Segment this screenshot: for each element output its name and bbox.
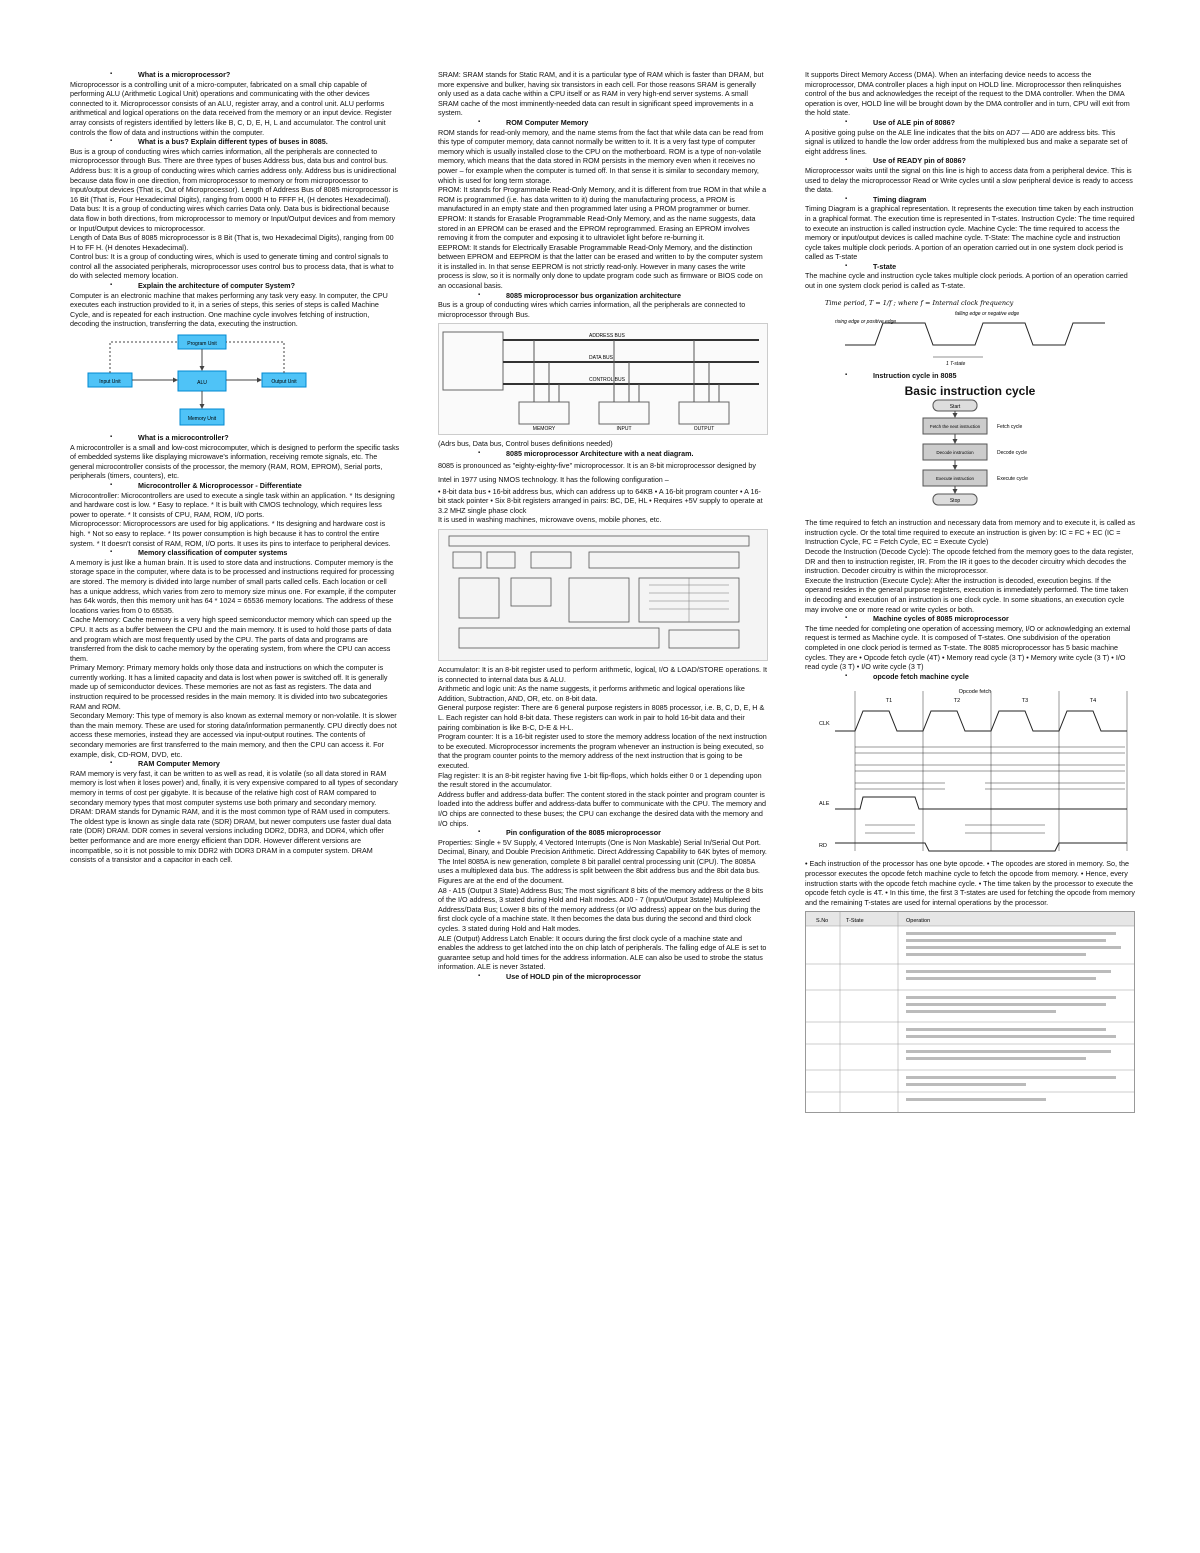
heading-pin-configuration: ▪ Pin configuration of the 8085 microprocessor bbox=[438, 828, 768, 838]
opcode-fetch-timing-diagram bbox=[805, 685, 1135, 855]
one-t-state-label: 1 T-state bbox=[946, 360, 966, 367]
paragraph: SRAM: SRAM stands for Static RAM, and it is a particular type of RAM which is faster than DRAM, but more expensive and bulker, having six transistors in each cell. For those reasons SRAM is generally only used as a data cache within a CPU itself or as RAM in very high-end server systems. A small SRAM cache of the most imminently-needed data can result in significant speed improvements in a system. bbox=[438, 70, 764, 118]
paragraph: • 8-bit data bus • 16-bit address bus, which can address up to 64KB • A 16-bit program counter • A 16-bit stack pointer • Six 8-bit registers arranged in pairs: BC, DE, HL • Requires +5V supply to operate at 3.2 MHZ single phase clock bbox=[438, 486, 763, 515]
heading-differentiate: ▪ Microcontroller & Microprocessor - Differentiate bbox=[70, 481, 400, 491]
table-header-operation: Operation bbox=[906, 918, 931, 925]
table-svg bbox=[806, 912, 1134, 1112]
output-unit-label: Output Unit bbox=[271, 379, 297, 386]
alu-label: ALU bbox=[197, 380, 207, 387]
paragraph: Address bus: It is a group of conducting wires which carries address only. Address bus is unidirectional because data flow in one direction, from microprocessor to memory or from microprocessor to Input/output devices (That is, Out of Microprocessor). Length of Address Bus of 8085 microprocessor is 16 Bit (That is, Four Hexadecimal Digits), ranging from 0000 H to FFFF H, (H denotes Hexadecimal). bbox=[70, 165, 398, 204]
paragraph: It supports Direct Memory Access (DMA). When an interfacing device needs to access the microprocessor, DMA controller places a high input on HOLD line. Microprocessor then relinquishes control of the bus and acknowledges the receipt of the request to the DMA controller. When the DMA operation is over, HOLD line will be brought down by the DMA controller and in turn, CPU will exit from the hold state. bbox=[805, 70, 1130, 118]
heading-ale-pin: ▪ Use of ALE pin of 8086? bbox=[805, 118, 1135, 128]
fetch-label: Fetch the next instruction bbox=[929, 424, 981, 430]
start-label: Start bbox=[949, 404, 961, 411]
falling-edge-label: falling edge or negative edge bbox=[955, 310, 1020, 317]
paragraph: A positive going pulse on the ALE line indicates that the bits on AD7 — AD0 are address bits. This signal is utilized to handle the low order address from the multiplexed bus and make a separate set of eight address lines. bbox=[805, 127, 1128, 156]
paragraph: Execute the Instruction (Execute Cycle): After the instruction is decoded, execution begins. If the operand resides in the general purpose registers, execution is immediately performed. The time taken in decoding and execution of an instruction is one clock cycle. In some situations, an execution cycle may involve one or more read or write cycles or both. bbox=[805, 575, 1129, 614]
paragraph: ALE (Output) Address Latch Enable: It occurs during the first clock cycle of a machine state and enables the address to get latched into the on chip latch of peripherals. The falling edge of ALE is set to guarantee setup and hold times for the address information. ALE can also be used to strobe the status information. ALE is never 3stated. bbox=[438, 933, 767, 972]
heading-t-state: ▪ T-state bbox=[805, 262, 1135, 272]
t-state-operation-table bbox=[805, 911, 1135, 1113]
paragraph: DRAM: DRAM stands for Dynamic RAM, and it is the most common type of RAM used in computers. The oldest type is known as single data rate (SDR) DRAM, but newer computers use faster dual data rate (DDR) DRAM. DDR comes in several versions including DDR2, DDR3, and DDR4, which offer better performance and are more energy efficient than DDR. However different versions are incompatible, so it is not possible to mix DDR2 with DDR3 DRAM in a computer system. DRAM consists of a transistor and a capacitor in each cell. bbox=[70, 807, 392, 865]
caption: (Adrs bus, Data bus, Control buses definitions needed) bbox=[438, 439, 613, 449]
paragraph: Control bus: It is a group of conducting wires, which is used to generate timing and control signals to control all the associated peripherals, microprocessor uses control bus to process data, that is what to do with selected memory location. bbox=[70, 252, 394, 281]
paragraph: Microprocessor waits until the signal on this line is high to access data from a peripheral device. This is used to delay the microprocessor Read or Write cycles until a slow peripheral device is ready to access the data. bbox=[805, 165, 1133, 195]
memory-label: MEMORY bbox=[532, 426, 556, 433]
8085-architecture-diagram bbox=[438, 529, 768, 661]
paragraph: Bus is a group of conducting wires which carries information, all the peripherals are connected to microprocessor through Bus. bbox=[438, 300, 746, 319]
paragraph: It is used in washing machines, microwave ovens, mobile phones, etc. bbox=[438, 515, 662, 525]
execute-cycle-label: Execute cycle bbox=[997, 476, 1028, 483]
paragraph: RAM memory is very fast, it can be written to as well as read, it is volatile (so all data stored in RAM memory is lost when it loses power) and, finally, it is very expensive compared to all types of secondary memory in terms of cost per gigabyte. It is because of the relative high cost of RAM compared to secondary memory types that most computer systems use both primary and secondary memory. bbox=[70, 768, 398, 807]
paragraph: • Each instruction of the processor has one byte opcode. • The opcodes are stored in memory. So, the processor executes the opcode fetch machine cycle to fetch the opcode from memory. • Hence, every instruction starts with the opcode fetch machine cycle. • The time taken by the processor to execute the opcode fetch cycle is 4T. • In this time, the first 3 T-states are used for fetching the opcode from memory and the remaining T-states are used for internal operations by the processor. bbox=[805, 859, 1135, 907]
input-label: INPUT bbox=[616, 426, 632, 433]
paragraph: Data bus: It is a group of conducting wires which carries Data only. Data bus is bidirectional because data flow in both directions, from microprocessor to memory or Input/Output devices and from memory or Input/Output devices to microprocessor. bbox=[70, 204, 396, 233]
paragraph: The time required to fetch an instruction and necessary data from memory and to execute it, is called as instruction cycle. Or the total time required to execute an instruction is given by: IC = FC + EC (IC = Instruction Cycle, FC = Fetch Cycle, EC = Execute Cycle) bbox=[805, 518, 1135, 547]
heading-timing-diagram: ▪ Timing diagram bbox=[805, 195, 1135, 205]
input-unit-label: Input Unit bbox=[99, 379, 121, 386]
heading-ready-pin: ▪ Use of READY pin of 8086? bbox=[805, 156, 1135, 166]
execute-label: Execute instruction bbox=[935, 476, 975, 482]
paragraph: Computer is an electronic machine that makes performing any task very easy. In computer, the CPU executes each instruction provided to it, in a series of steps, this series of steps is called Machine Cycle, and is repeated for each instruction. One machine cycle involves fetching of instruction, decoding the instruction, transferring the data, executing the instruction. bbox=[70, 290, 388, 329]
paragraph: Microcontroller: Microcontrollers are used to execute a single task within an application. * Its designing and hardware cost is low. * Easy to replace. * It is built with CMOS technology, which requires less power to operate. * It consists of CPU, RAM, ROM, I/O ports. bbox=[70, 490, 395, 519]
heading-microcontroller: ▪ What is a microcontroller? bbox=[70, 433, 400, 443]
data-bus-label: DATA BUS bbox=[589, 355, 613, 362]
heading-8085-architecture: ▪ 8085 microprocessor Architecture with a neat diagram. bbox=[438, 449, 768, 459]
instruction-cycle-diagram bbox=[805, 384, 1135, 514]
paragraph: Length of Data Bus of 8085 microprocessor is 8 Bit (That is, two Hexadecimal Digits), ranging from 00 H to FF H. (H denotes Hexadecimal). bbox=[70, 233, 394, 252]
stop-label: Stop bbox=[949, 498, 961, 505]
paragraph: General purpose register: There are 6 general purpose registers in 8085 processor, i.e. B, C, D, E, H & L. Each register can hold 8-bit data. These registers can work in pair to hold 16-bit data and their pairing combination is like B-C, D-E & H-L. bbox=[438, 703, 765, 732]
column-2 bbox=[438, 70, 768, 982]
memory-unit-label: Memory Unit bbox=[187, 416, 217, 423]
heading-architecture: ▪ Explain the architecture of computer System? bbox=[70, 281, 400, 291]
t1-label: T1 bbox=[885, 698, 893, 705]
t2-label: T2 bbox=[953, 698, 961, 705]
t-state-svg bbox=[805, 295, 1133, 367]
paragraph: Cache Memory: Cache memory is a very high speed semiconductor memory which can speed up the CPU. It acts as a buffer between the CPU and the main memory. It is used to hold those parts of data and program which are most frequently used by the CPU. The parts of data and programs are transferred from the disk to cache memory by the operating system, from where the CPU can access them. bbox=[70, 615, 392, 663]
heading-hold-pin: ▪ Use of HOLD pin of the microprocessor bbox=[438, 972, 768, 982]
instruction-cycle-svg bbox=[805, 398, 1133, 510]
fetch-cycle-label: Fetch cycle bbox=[997, 424, 1023, 431]
heading-machine-cycles: ▪ Machine cycles of 8085 microprocessor bbox=[805, 614, 1135, 624]
heading-memory-classification: ▪ Memory classification of computer systems bbox=[70, 548, 400, 558]
paragraph: Decode the Instruction (Decode Cycle): The opcode fetched from the memory goes to the data register, DR and then to instruction register, IR. From the IR it goes to the decoder circuitry which decodes the instruction. Decoder circuitry is within the microprocessor. bbox=[805, 547, 1134, 576]
heading-microprocessor: ▪ What is a microprocessor? bbox=[70, 70, 400, 80]
heading-ram: ▪ RAM Computer Memory bbox=[70, 759, 400, 769]
rising-edge-label: rising edge or positive edge bbox=[835, 318, 897, 325]
t-state-formula: Time period, T = 1/f ; where f = Internal clock frequency bbox=[825, 298, 1014, 307]
heading-bus: ▪ What is a bus? Explain different types of buses in 8085. bbox=[70, 137, 400, 147]
paragraph: A memory is just like a human brain. It is used to store data and instructions. Computer memory is the storage space in the computer, where data is to be processed and instructions required for processing are stored. The memory is divided into large number of small parts called cells. Each location or cell has a unique address, which varies from zero to memory size minus one. For example, if the computer has 64k words, then this memory unit has 64 * 1024 = 65536 memory locations. The address of these locations varies from 0 to 65535. bbox=[70, 557, 396, 615]
paragraph: Arithmetic and logic unit: As the name suggests, it performs arithmetic and logical operations like Addition, Subtraction, AND, OR, etc. on 8-bit data. bbox=[438, 684, 745, 703]
8085-svg bbox=[439, 530, 767, 660]
program-unit-label: Program Unit bbox=[187, 341, 217, 348]
rd-label: RD bbox=[819, 843, 827, 850]
paragraph: A8 - A15 (Output 3 State) Address Bus; The most significant 8 bits of the memory address or the 8 bits of the I/O address, 3 stated during Hold and Halt modes. AD0 - 7 (Input/Output 3state) Multiplexed Address/Data Bus; Lower 8 bits of the memory address (or I/O address) appear on the bus during the first clock cycle of a machine state. It then becomes the data bus during the second and third clock cycles. 3 stated during Hold and Halt modes. bbox=[438, 885, 764, 934]
paragraph: 8085 is pronounced as "eighty-eighty-five" microprocessor. It is an 8-bit microprocessor designed by Intel in 1977 using NMOS technology. It has the following configuration – bbox=[438, 460, 756, 484]
control-bus-label: CONTROL BUS bbox=[589, 377, 625, 384]
output-label: OUTPUT bbox=[693, 426, 715, 433]
address-bus-label: ADDRESS BUS bbox=[589, 333, 625, 340]
bus-organization-diagram bbox=[438, 323, 768, 435]
paragraph: EPROM: It stands for Erasable Programmable Read-Only Memory, and as the name suggests, data stored in an EPROM can be erased and the EPROM reprogrammed. Erasing an EPROM involves removing it from the computer and exposing it to ultraviolet light before re-burning it. bbox=[438, 213, 756, 243]
paragraph: Address buffer and address-data buffer: The content stored in the stack pointer and program counter is loaded into the address buffer and address-data buffer to communicate with the CPU. The memory and I/O chips are connected to these buses; the CPU can exchange the desired data with the memory and I/O chips. bbox=[438, 789, 767, 828]
computer-architecture-diagram bbox=[70, 333, 400, 429]
paragraph: ROM stands for read-only memory, and the name stems from the fact that while data can be read from this type of computer memory, data cannot normally be written to it. It is a very fast type of computer memory which is usually installed close to the CPU on the motherboard. ROM is a type of non-volatile memory, which means that the data stored in ROM persists in the memory even when it receives no power – for example when the computer is turned off. In that sense it is similar to secondary memory, which is used for long term storage. bbox=[438, 127, 764, 185]
paragraph: Timing Diagram is a graphical representation. It represents the execution time taken by each instruction in a graphical format. The execution time is represented in T-states. Instruction Cycle: The time required to execute an instruction is called instruction cycle. Machine Cycle: The time required to access the memory or input/output devices is called machine cycle. T-State: The machine cycle and instruction cycle takes multiple clock periods. A portion of an operation carried out in one system clock period is called as T-state bbox=[805, 204, 1135, 262]
paragraph: Secondary Memory: This type of memory is also known as external memory or non-volatile. It is slower than the main memory. These are used for storing data/information permanently. CPU directly does not access these memories, instead they are accessed via input-output routines. The contents of secondary memories are first transferred to the main memory, and then the CPU can access it. For example, disk, CD-ROM, DVD, etc. bbox=[70, 711, 397, 759]
opcode-fetch-title: Opcode fetch bbox=[958, 689, 992, 696]
decode-label: Decode instruction bbox=[936, 450, 974, 456]
paragraph: Flag register: It is an 8-bit register having five 1-bit flip-flops, which holds either 0 or 1 depending upon the result stored in the accumulator. bbox=[438, 770, 762, 790]
heading-opcode-fetch: ▪ opcode fetch machine cycle bbox=[805, 672, 1135, 682]
paragraph: Microprocessor: Microprocessors are used for big applications. * Its designing and hardware cost is high. * Not so easy to replace. * Its power consumption is high because it has to control the entire system. * It doesn't consist of RAM, ROM, I/O ports. It uses its pins to interface to peripheral devices. bbox=[70, 519, 391, 548]
paragraph: Bus is a group of conducting wires which carries information, all the peripherals are connected to microprocessor through Bus. There are three types of buses Address bus, data bus and control bus. bbox=[70, 146, 388, 166]
paragraph: Program counter: It is a 16-bit register used to store the memory address location of the next instruction to be executed. Microprocessor increments the program whenever an instruction is being executed, so that the program counter points to the memory address of the next instruction that is going to be executed. bbox=[438, 732, 767, 770]
heading-bus-organization: ▪ 8085 microprocessor bus organization architecture bbox=[438, 291, 768, 301]
bus-svg bbox=[439, 324, 767, 434]
clk-label: CLK bbox=[819, 721, 830, 728]
heading-rom: ▪ ROM Computer Memory bbox=[438, 118, 768, 128]
t-state-diagram bbox=[805, 295, 1135, 367]
paragraph: Primary Memory: Primary memory holds only those data and instructions on which the computer is currently working. It has a limited capacity and data is lost when power is switched off. It is generally made up of semiconductor devices. These memories are not as fast as registers. The data and instruction required to be processed resides in the main memory. It is divided into two subcategories RAM and ROM. bbox=[70, 663, 388, 711]
paragraph: Accumulator: It is an 8-bit register used to perform arithmetic, logical, I/O & LOAD/STORE operations. It is connected to internal data bus & ALU. bbox=[438, 665, 768, 684]
paragraph: PROM: It stands for Programmable Read-Only Memory, and it is different from true ROM in that while a ROM is programmed (i.e. has data written to it) during the manufacturing process, a PROM is manufactured in an empty state and then programmed later using a PROM programmer or burner. bbox=[438, 185, 767, 214]
column-1 bbox=[70, 70, 400, 865]
column-3 bbox=[805, 70, 1135, 1117]
ale-label: ALE bbox=[819, 801, 830, 808]
paragraph: The time needed for completing one operation of accessing memory, I/O or acknowledging an external request is termed as Machine cycle. It is composed of T-states. One subdivision of the operation completed in one clock period is termed as T-state. The 8085 microprocessor has 5 basic machine cycles. They are • Opcode fetch cycle (4T) • Memory read cycle (3 T) • Memory write cycle (3 T) • I/O read cycle (3 T) • I/O write cycle (3 T) bbox=[805, 623, 1131, 672]
paragraph: Properties: Single + 5V Supply, 4 Vectored Interrupts (One is Non Maskable) Serial In/Serial Out Port. Decimal, Binary, and Double Precision Arithmetic. Direct Addressing Capability to 64K bytes of memory. The Intel 8085A is new generation, complete 8 bit parallel central processing unit (CPU). The 8085A uses a multiplexed data bus. The address is split between the 8bit address bus and the 8bit data bus. Figures are at the end of the document. bbox=[438, 837, 767, 886]
paragraph: The machine cycle and instruction cycle takes multiple clock periods. A portion of an operation carried out in one system clock period is called as T-state. bbox=[805, 271, 1128, 291]
table-header-sno: S.No bbox=[816, 918, 829, 925]
architecture-svg bbox=[70, 333, 370, 429]
t4-label: T4 bbox=[1089, 698, 1097, 705]
opcode-fetch-svg bbox=[805, 685, 1133, 855]
t3-label: T3 bbox=[1021, 698, 1029, 705]
paragraph: Microprocessor is a controlling unit of a micro-computer, fabricated on a small chip capable of performing ALU (Arithmetic Logical Unit) operations and communicating with the other devices connected to it. Microprocessor consists of an ALU, register array, and a control unit. ALU performs arithmetical and logical operations on the data received from the memory or an input device. Register array consists of registers identified by letters like B, C, D, E, H, L and accumulator. The control unit controls the flow of data and instructions within the computer. bbox=[70, 79, 392, 137]
instruction-cycle-title: Basic instruction cycle bbox=[904, 384, 1036, 399]
heading-instruction-cycle: ▪ Instruction cycle in 8085 bbox=[805, 371, 1135, 381]
decode-cycle-label: Decode cycle bbox=[997, 450, 1028, 457]
table-header-tstate: T-State bbox=[846, 918, 864, 925]
paragraph: EEPROM: It stands for Electrically Erasable Programmable Read-Only Memory, and the distinction between EPROM and EEPROM is that the latter can be erased and written to by the computer system it is installed in. In that sense EEPROM is not strictly read-only. However in many cases the write process is slow, so it is normally only done to update program code such as firmware or BIOS code on an occasional basis. bbox=[438, 242, 763, 291]
paragraph: A microcontroller is a small and low-cost microcomputer, which is designed to perform the specific tasks of embedded systems like displaying microwave's information, receiving remote signals, etc. The general microcontroller consists of the processor, the memory (RAM, ROM, EPROM), Serial ports, peripherals (timers, counters), etc. bbox=[70, 442, 400, 481]
